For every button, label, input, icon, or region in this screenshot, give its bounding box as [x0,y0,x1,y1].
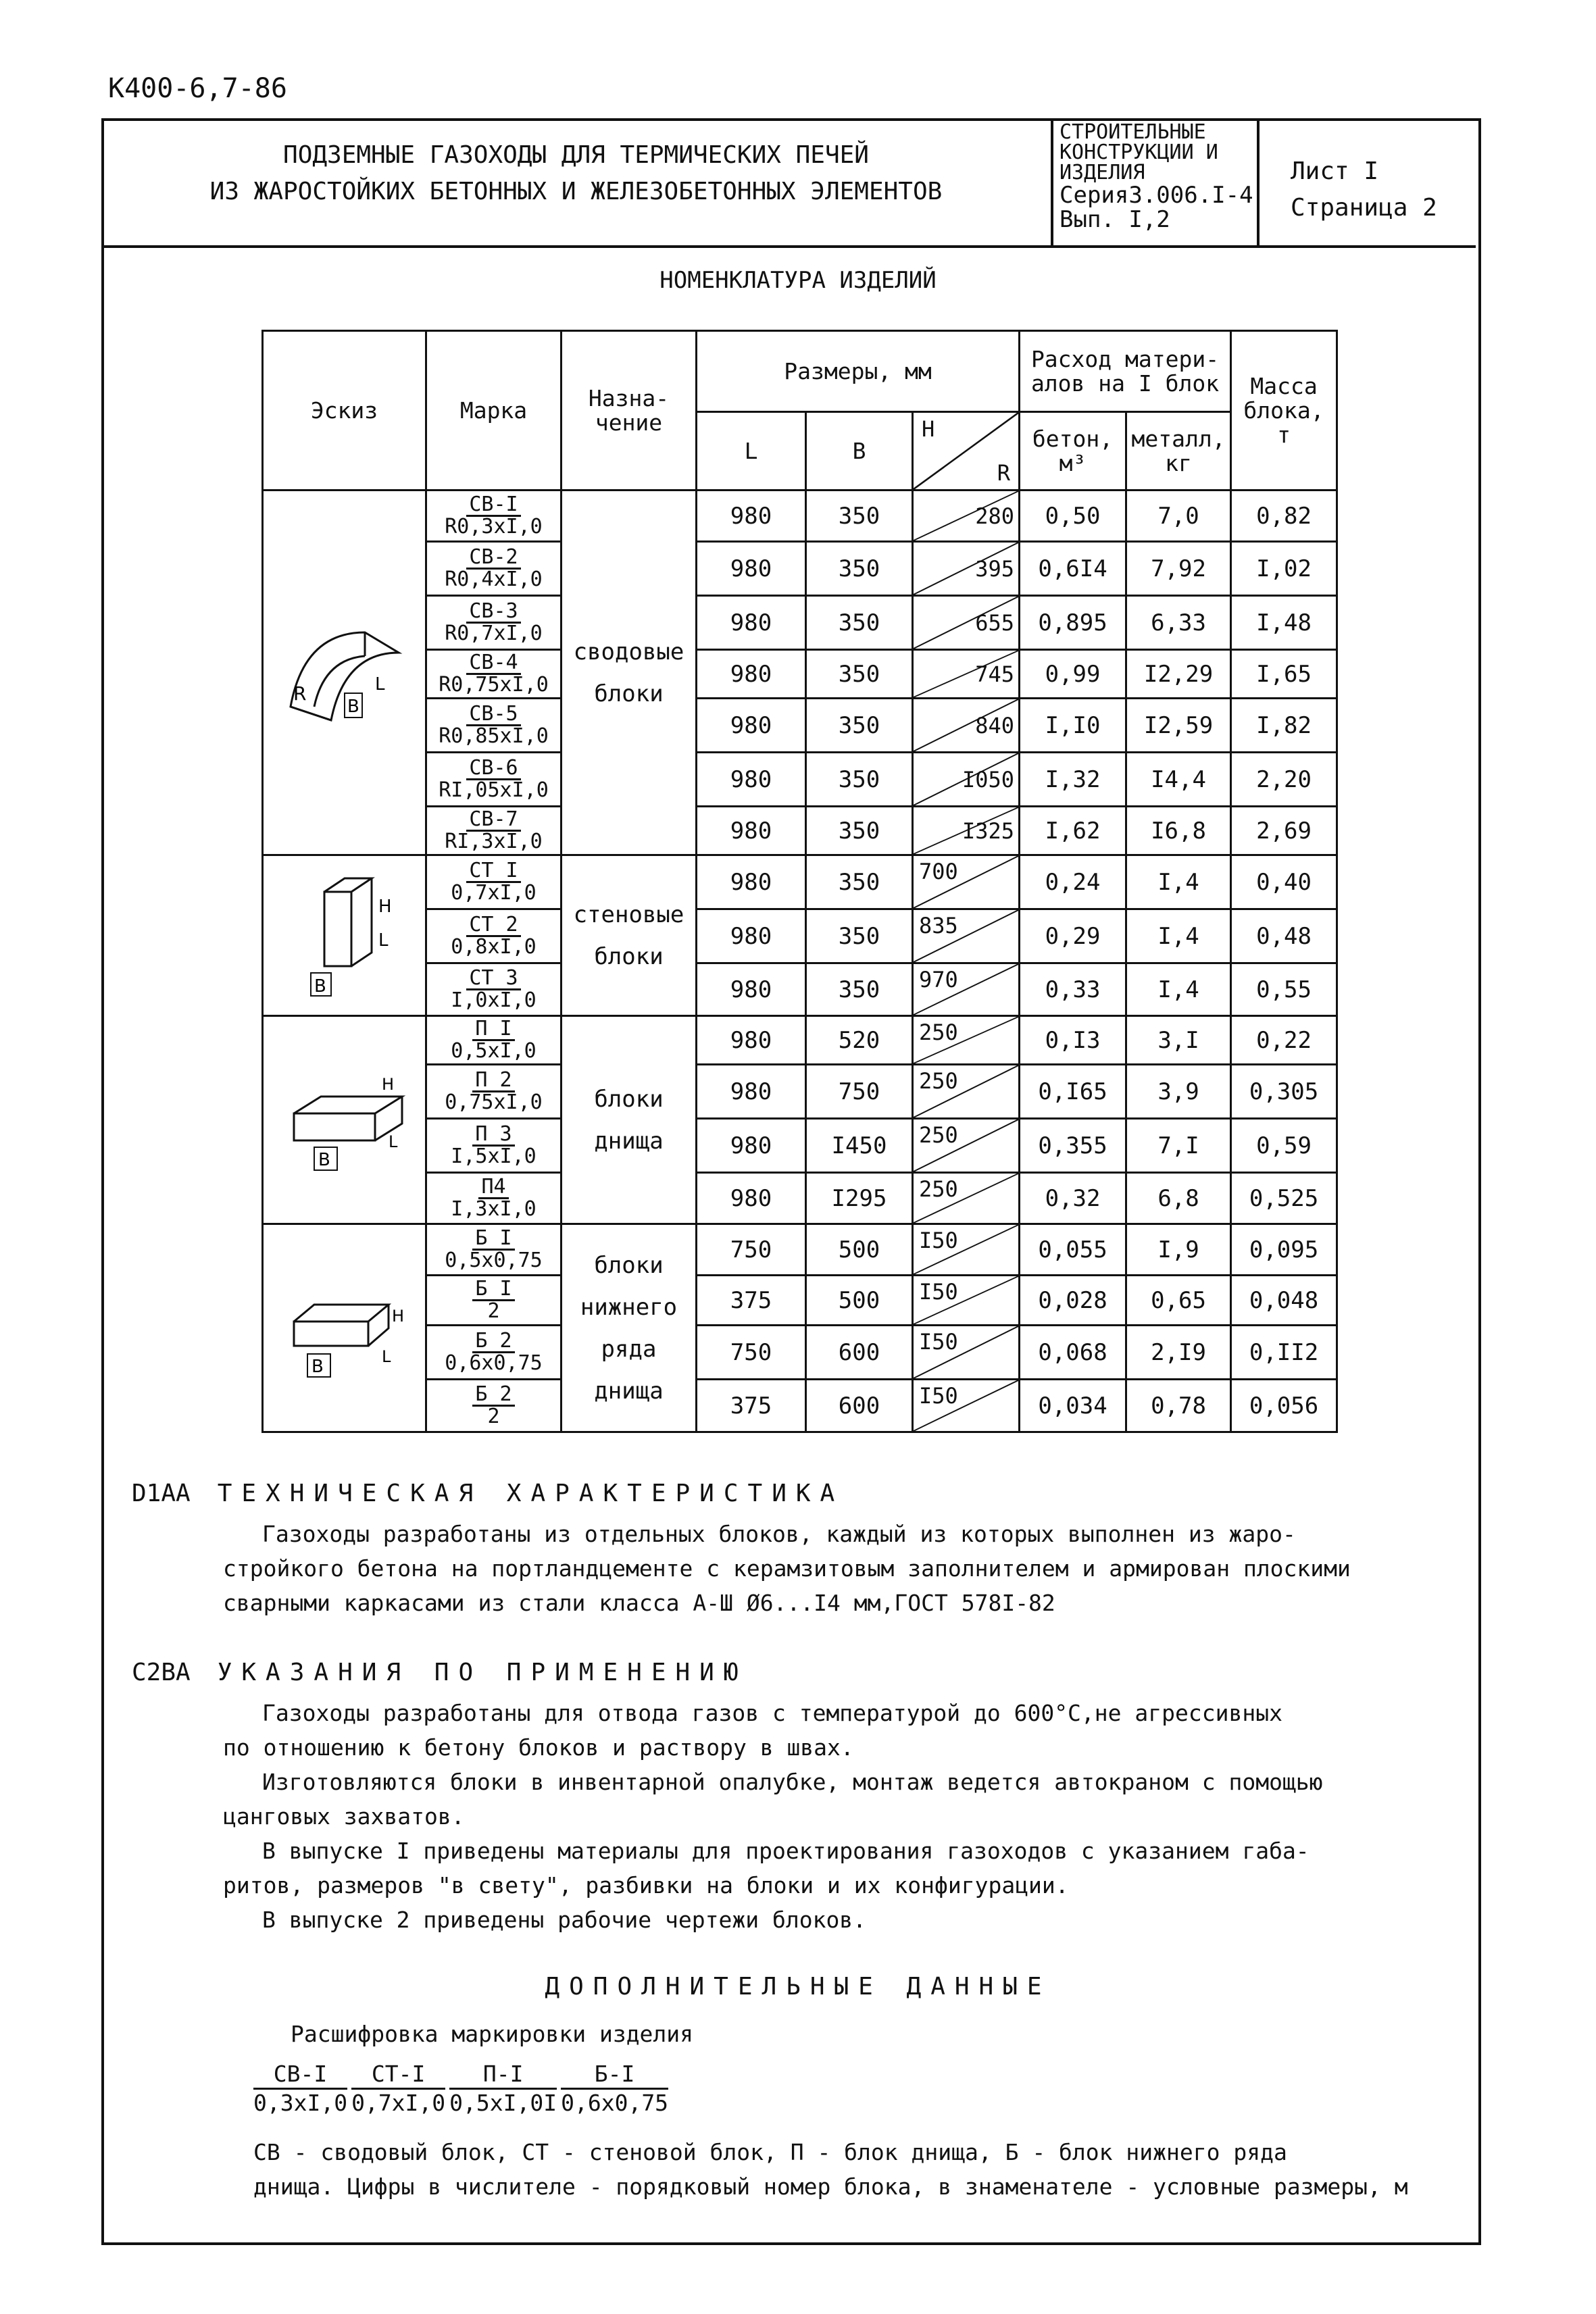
svg-text:L: L [374,674,384,695]
concrete-cell: 0,50 [1020,491,1126,542]
concrete-cell: 0,6I4 [1020,542,1126,596]
height-radius-cell: 700 [913,855,1020,909]
svg-text:L: L [381,1347,391,1366]
length-cell: 980 [697,542,806,596]
width-cell: 600 [806,1380,913,1432]
width-cell: 350 [806,753,913,807]
purpose-cell: сводовые блоки [562,491,697,855]
header-purpose: Назна- чение [562,331,697,491]
mark-cell: П 2 0,75xI,0 [426,1065,562,1119]
metal-cell: 2,I9 [1126,1326,1231,1380]
bottom-block-sketch [263,1016,426,1224]
metal-cell: I4,4 [1126,753,1231,807]
mark-cell: Б 2 2 [426,1380,562,1432]
mark-cell: П I 0,5xI,0 [426,1016,562,1065]
height-radius-cell: 250 [913,1016,1020,1065]
mark-cell: СВ-7 RI,3xI,0 [426,807,562,855]
svg-text:R: R [293,682,306,705]
metal-cell: 0,65 [1126,1276,1231,1326]
metal-cell: I,4 [1126,963,1231,1016]
height-radius-cell: 250 [913,1173,1020,1224]
metal-cell: I,4 [1126,909,1231,963]
mass-cell: I,82 [1231,699,1337,753]
mass-cell: I,02 [1231,542,1337,596]
svg-text:B: B [314,976,326,997]
mass-cell: 0,40 [1231,855,1337,909]
nomenclature-title: НОМЕНКЛАТУРА ИЗДЕЛИЙ [659,267,937,294]
length-cell: 980 [697,699,806,753]
concrete-cell: 0,29 [1020,909,1126,963]
height-radius-cell: 840 [913,699,1020,753]
height-radius-cell: I50 [913,1276,1020,1326]
series-info: СТРОИТЕЛЬНЫЕ КОНСТРУКЦИИ И ИЗДЕЛИЯ Серия3.006.I-4 Вып. I,2 [1059,120,1253,233]
svg-text:H: H [381,1074,394,1094]
metal-cell: I2,59 [1126,699,1231,753]
width-cell: 750 [806,1065,913,1119]
metal-cell: 7,I [1126,1119,1231,1173]
length-cell: 750 [697,1224,806,1276]
concrete-cell: 0,355 [1020,1119,1126,1173]
height-radius-cell: I50 [913,1326,1020,1380]
length-cell: 980 [697,963,806,1016]
example-mark: $\frac{Б-I}{0,6x0,75}$ [561,2061,669,2116]
metal-cell: I2,29 [1126,650,1231,699]
width-cell: 520 [806,1016,913,1065]
mark-cell: СВ-4 R0,75xI,0 [426,650,562,699]
header-metal: металл, кг [1126,412,1231,491]
mass-cell: 2,20 [1231,753,1337,807]
mass-cell: 0,59 [1231,1119,1337,1173]
sheet-number: Лист I [1291,157,1379,185]
length-cell: 980 [697,807,806,855]
table-body [263,491,1337,1432]
example-mark: $\frac{П-I}{0,5xI,0I}$ [449,2061,557,2116]
extra-section-heading: ДОПОЛНИТЕЛЬНЫЕ ДАННЫЕ [545,1973,1051,2001]
svg-text:B: B [318,1149,330,1170]
table-row [263,491,1337,542]
concrete-cell: 0,33 [1020,963,1126,1016]
mass-cell: 0,82 [1231,491,1337,542]
header-mass: Масса блока, т [1231,331,1337,491]
svg-text:H: H [378,896,392,917]
mass-cell: 0,056 [1231,1380,1337,1432]
header-L: L [697,412,806,491]
purpose-cell: блоки нижнего ряда днища [562,1224,697,1432]
height-radius-cell: 835 [913,909,1020,963]
length-cell: 980 [697,855,806,909]
example-mark: $\frac{СТ-I}{0,7xI,0}$ [351,2061,446,2116]
concrete-cell: I,I0 [1020,699,1126,753]
svg-text:H: H [391,1306,404,1326]
metal-cell: 3,9 [1126,1065,1231,1119]
height-radius-cell: I50 [913,1380,1020,1432]
vault-block-sketch [263,491,426,855]
purpose-cell: блоки днища [562,1016,697,1224]
metal-cell: I,4 [1126,855,1231,909]
mass-cell: 0,095 [1231,1224,1337,1276]
title-block [101,118,1476,248]
mass-cell: 0,II2 [1231,1326,1337,1380]
purpose-cell: стеновые блоки [562,855,697,1016]
concrete-cell: 0,I3 [1020,1016,1126,1065]
svg-text:B: B [311,1356,324,1377]
concrete-cell: 0,24 [1020,855,1126,909]
width-cell: 600 [806,1326,913,1380]
header-concrete: бетон, м³ [1020,412,1126,491]
width-cell: 500 [806,1276,913,1326]
metal-cell: 3,I [1126,1016,1231,1065]
wall-block-sketch [263,855,426,1016]
concrete-cell: 0,034 [1020,1380,1126,1432]
lower-bottom-block-sketch [263,1224,426,1432]
mark-cell: П 3 I,5xI,0 [426,1119,562,1173]
length-cell: 980 [697,1065,806,1119]
width-cell: 350 [806,909,913,963]
mass-cell: 0,48 [1231,909,1337,963]
header-B: B [806,412,913,491]
length-cell: 980 [697,596,806,650]
mass-cell: 2,69 [1231,807,1337,855]
mass-cell: I,48 [1231,596,1337,650]
mark-cell: СВ-6 RI,05xI,0 [426,753,562,807]
mark-cell: Б I 2 [426,1276,562,1326]
svg-text:L: L [378,930,388,951]
concrete-cell: 0,I65 [1020,1065,1126,1119]
concrete-cell: 0,32 [1020,1173,1126,1224]
height-radius-cell: 280 [913,491,1020,542]
height-radius-cell: 250 [913,1065,1020,1119]
mark-cell: СВ-2 R0,4xI,0 [426,542,562,596]
width-cell: I450 [806,1119,913,1173]
metal-cell: I6,8 [1126,807,1231,855]
usage-section-heading: C2BA УКАЗАНИЯ ПО ПРИМЕНЕНИЮ [132,1659,748,1686]
length-cell: 980 [697,909,806,963]
concrete-cell: 0,895 [1020,596,1126,650]
length-cell: 375 [697,1276,806,1326]
mark-cell: П4 I,3xI,0 [426,1173,562,1224]
metal-cell: 0,78 [1126,1380,1231,1432]
header-dimensions: Размеры, мм [697,331,1020,412]
width-cell: 350 [806,491,913,542]
metal-cell: I,9 [1126,1224,1231,1276]
decode-label: Расшифровка маркировки изделия [291,2021,694,2047]
height-radius-cell: 655 [913,596,1020,650]
width-cell: 350 [806,807,913,855]
height-radius-cell: I50 [913,1224,1020,1276]
table-row [263,855,1337,909]
header-HR: H R [913,412,1020,491]
mass-cell: 0,305 [1231,1065,1337,1119]
header-consumption: Расход матери- алов на I блок [1020,331,1231,412]
table-row [263,1224,1337,1276]
svg-text:L: L [388,1132,397,1151]
page-number: Страница 2 [1291,194,1437,222]
metal-cell: 7,92 [1126,542,1231,596]
mass-cell: I,65 [1231,650,1337,699]
length-cell: 980 [697,491,806,542]
document-title: ПОДЗЕМНЫЕ ГАЗОХОДЫ ДЛЯ ТЕРМИЧЕСКИХ ПЕЧЕЙ ИЗ ЖАРОСТОЙКИХ БЕТОННЫХ И ЖЕЛЕЗОБЕТОННЫХ ЭЛЕМЕНТОВ [209,141,943,205]
mark-cell: Б I 0,5x0,75 [426,1224,562,1276]
width-cell: 350 [806,650,913,699]
concrete-cell: 0,028 [1020,1276,1126,1326]
mark-cell: Б 2 0,6x0,75 [426,1326,562,1380]
metal-cell: 7,0 [1126,491,1231,542]
length-cell: 375 [697,1380,806,1432]
length-cell: 980 [697,1173,806,1224]
metal-cell: 6,33 [1126,596,1231,650]
width-cell: 350 [806,542,913,596]
length-cell: 980 [697,1016,806,1065]
mark-cell: СТ 2 0,8xI,0 [426,909,562,963]
length-cell: 980 [697,650,806,699]
concrete-cell: 0,068 [1020,1326,1126,1380]
width-cell: 500 [806,1224,913,1276]
height-radius-cell: 970 [913,963,1020,1016]
width-cell: 350 [806,596,913,650]
width-cell: 350 [806,699,913,753]
height-radius-cell: 395 [913,542,1020,596]
mass-cell: 0,22 [1231,1016,1337,1065]
mass-cell: 0,525 [1231,1173,1337,1224]
header-sketch: Эскиз [263,331,426,491]
metal-cell: 6,8 [1126,1173,1231,1224]
width-cell: I295 [806,1173,913,1224]
concrete-cell: I,62 [1020,807,1126,855]
header-mark: Марка [426,331,562,491]
concrete-cell: 0,99 [1020,650,1126,699]
mark-cell: СТ 3 I,0xI,0 [426,963,562,1016]
length-cell: 750 [697,1326,806,1380]
nomenclature-table [261,330,1338,1433]
height-radius-cell: I050 [913,753,1020,807]
mark-cell: СВ-I R0,3xI,0 [426,491,562,542]
concrete-cell: 0,055 [1020,1224,1126,1276]
usage-paragraph: Газоходы разработаны для отвода газов с температурой до 600°C,не агрессивных по отношению к бетону блоков и раствору в швах. Изготовляются блоки в инвентарной опалубке, монтаж ведется автокраном с помощью цанговых захватов. В выпуске I приведены материалы для проектирования газоходов с указанием габа- ритов, размеров "в свету", разбивки на блоки и их конфигурации. В выпуске 2 приведены рабочие чертежи блоков. [223,1700,1323,1933]
mass-cell: 0,55 [1231,963,1337,1016]
mass-cell: 0,048 [1231,1276,1337,1326]
document-code: К400-6,7-86 [108,73,287,104]
mark-cell: СВ-5 R0,85xI,0 [426,699,562,753]
example-mark: $\frac{СВ-I}{0,3xI,0}$ [253,2061,348,2116]
tech-paragraph: Газоходы разработаны из отдельных блоков, каждый из которых выполнен из жаро- стройкого бетона на портландцементе с керамзитовым заполнителем и армирован плоскими сварными каркасами из стали класса А-Ш Ø6...I4 мм,ГОСТ 578I-82 [223,1521,1351,1616]
tech-section-heading: D1AA ТЕХНИЧЕСКАЯ ХАРАКТЕРИСТИКА [132,1480,845,1507]
width-cell: 350 [806,963,913,1016]
svg-text:B: B [347,696,359,717]
table-row [263,1016,1337,1065]
decode-explanation: СВ - сводовый блок, СТ - стеновой блок, П - блок днища, Б - блок нижнего ряда днища. Цифры в числителе - порядковый номер блока, в знаменателе - условные размеры, м [253,2139,1408,2200]
mark-cell: СВ-3 R0,7xI,0 [426,596,562,650]
mark-cell: СТ I 0,7xI,0 [426,855,562,909]
length-cell: 980 [697,753,806,807]
height-radius-cell: 745 [913,650,1020,699]
height-radius-cell: 250 [913,1119,1020,1173]
width-cell: 350 [806,855,913,909]
concrete-cell: I,32 [1020,753,1126,807]
length-cell: 980 [697,1119,806,1173]
height-radius-cell: I325 [913,807,1020,855]
sheet-info [1291,153,1437,226]
decode-examples [253,2061,672,2117]
